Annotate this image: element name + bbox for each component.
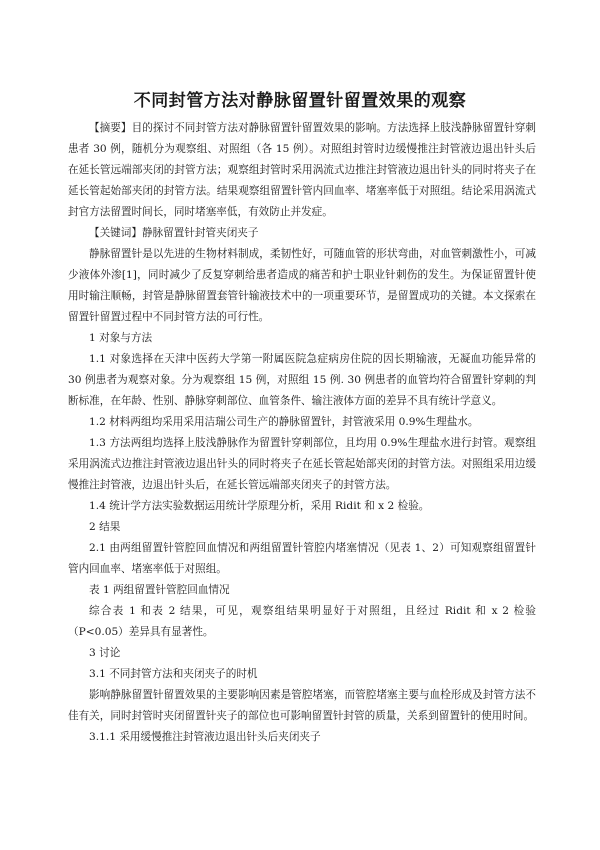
subsection-paragraph: 2.1 由两组留置针管腔回血情况和两组留置针管腔内堵塞情况（见表 1、2）可知观察组留置针管内回血率、堵塞率低于对照组。 bbox=[68, 542, 536, 575]
results-paragraph: 综合表 1 和表 2 结果，可见，观察组结果明显好于对照组，且经过 Ridit 和 x 2 检验（P<0.05）差异具有显著性。 bbox=[68, 605, 536, 638]
subsection-heading: 3.1 不同封管方法和夹闭夹子的时机 bbox=[89, 668, 258, 680]
subsection-paragraph: 1.4 统计学方法实验数据运用统计学原理分析，采用 Ridit 和 x 2 检验。 bbox=[89, 500, 430, 512]
table-caption: 表 1 两组留置针管腔回血情况 bbox=[89, 584, 230, 596]
document-body bbox=[68, 118, 536, 748]
section-heading: 1 对象与方法 bbox=[89, 332, 153, 344]
section-heading: 3 讨论 bbox=[89, 647, 121, 659]
keywords-paragraph: 【关键词】静脉留置针封管夹闭夹子 bbox=[89, 227, 259, 239]
subsection-paragraph: 1.3 方法两组均选择上肢浅静脉作为留置针穿刺部位，且均用 0.9%生理盐水进行封管。观察组采用涡流式边推注封管液边退出针头的同时将夹子在延长管起始部夹闭的封管方法。对照组采用边缓慢推注封管液，边退出针头后，在延长管远端部夹闭夹子的封管方法。 bbox=[68, 437, 536, 491]
subsection-heading: 3.1.1 采用缓慢推注封管液边退出针头后夹闭夹子 bbox=[89, 731, 321, 743]
intro-paragraph: 静脉留置针是以先进的生物材料制成，柔韧性好，可随血管的形状弯曲，对血管刺激性小，可减少液体外渗[1]，同时减少了反复穿刺给患者造成的痛苦和护士职业针刺伤的发生。为保证留置针使用时输注顺畅，封管是静脉留置套管针输液技术中的一项重要环节，是留置成功的关键。本文探索在留置针留置过程中不同封管方法的可行性。 bbox=[68, 248, 536, 323]
page-title: 不同封管方法对静脉留置针留置效果的观察 bbox=[133, 91, 467, 111]
discussion-paragraph: 影响静脉留置针留置效果的主要影响因素是管腔堵塞，而管腔堵塞主要与血栓形成及封管方法不佳有关，同时封管时夹闭留置针夹子的部位也可影响留置针封管的质量，关系到留置针的使用时间。 bbox=[68, 689, 536, 722]
subsection-paragraph: 1.2 材料两组均采用采用洁瑞公司生产的静脉留置针，封管液采用 0.9%生理盐水。 bbox=[89, 416, 479, 428]
abstract-paragraph: 【摘要】目的探讨不同封管方法对静脉留置针留置效果的影响。方法选择上肢浅静脉留置针穿刺患者 30 例，随机分为观察组、对照组（各 15 例）。对照组封管时边缓慢推注封管液边退出针头后在延长管远端部夹闭的封管方法；观察组封管时采用涡流式边推注封管液边退出针头的同时将夹子在延长管起始部夹闭的封管方法。结果观察组留置针管内回血率、堵塞率低于对照组。结论采用涡流式封官方法留置时间长，同时堵塞率低，有效防止并发症。 bbox=[68, 122, 536, 218]
section-heading: 2 结果 bbox=[89, 521, 121, 533]
subsection-paragraph: 1.1 对象选择在天津中医药大学第一附属医院急症病房住院的因长期输液，无凝血功能异常的 30 例患者为观察对象。分为观察组 15 例，对照组 15 例. 30 例患者的血管均符合留置针穿刺的判断标准，在年龄、性别、静脉穿刺部位、血管条件、输注液体方面的差异不具有统计学意义。 bbox=[68, 353, 536, 407]
